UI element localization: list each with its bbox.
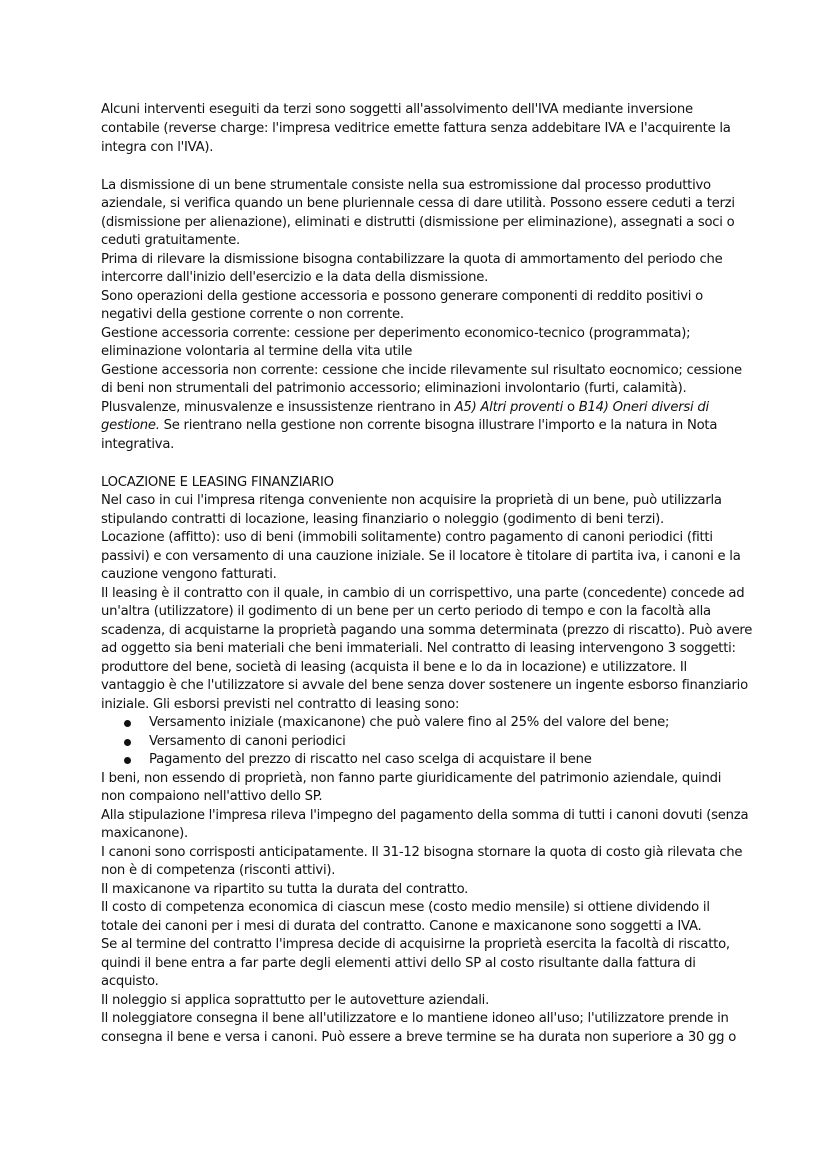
list-item: Versamento di canoni periodici <box>149 734 346 749</box>
text-line: I beni, non essendo di proprietà, non fanno parte giuridicamente del patrimonio aziendale, quindi <box>101 771 722 786</box>
text-line: Locazione (affitto): uso di beni (immobili solitamente) contro pagamento di canoni periodici (fitti <box>101 530 713 545</box>
text-line: Il leasing è il contratto con il quale, in cambio di un corrispettivo, una parte (concedente) concede ad <box>101 586 745 601</box>
text-line: integra con l'IVA). <box>101 140 214 155</box>
text-line: non compaiono nell'attivo dello SP. <box>101 789 323 804</box>
text-line: produttore del bene, società di leasing (acquista il bene e lo da in locazione) e utilizzatore. Il <box>101 660 687 675</box>
text-line: integrativa. <box>101 437 175 452</box>
text-line: di beni non strumentali del patrimonio accessorio; eliminazioni involontario (furti, calamità). <box>101 381 687 396</box>
text-line: Se al termine del contratto l'impresa decide di acquisirne la proprietà esercita la facoltà di riscatto, <box>101 937 730 952</box>
text-line: Alcuni interventi eseguiti da terzi sono soggetti all'assolvimento dell'IVA mediante inversione <box>101 102 693 117</box>
text-line: Il costo di competenza economica di ciascun mese (costo medio mensile) si ottiene dividendo il <box>101 900 710 915</box>
italic-ref-a5: A5) Altri proventi <box>454 400 564 415</box>
text-line: negativi della gestione corrente o non corrente. <box>101 307 404 322</box>
text-line: Nel caso in cui l'impresa ritenga conveniente non acquisire la proprietà di un bene, può utilizzarla <box>101 493 722 508</box>
italic-ref-b14: B14) Oneri diversi di <box>578 400 709 415</box>
text-line: Il noleggio si applica soprattutto per le autovetture aziendali. <box>101 993 490 1008</box>
text-line: passivi) e con versamento di una cauzione iniziale. Se il locatore è titolare di partita iva, i canoni e la <box>101 549 741 564</box>
text-line: ceduti gratuitamente. <box>101 233 240 248</box>
text-line: Il maxicanone va ripartito su tutta la durata del contratto. <box>101 882 469 897</box>
text-line: aziendale, si verifica quando un bene pluriennale cessa di dare utilità. Possono essere ceduti a terzi <box>101 196 735 211</box>
text-line: cauzione vengono fatturati. <box>101 567 277 582</box>
list-item: Pagamento del prezzo di riscatto nel caso scelga di acquistare il bene <box>149 752 592 767</box>
text-line: scadenza, di acquistarne la proprietà pagando una somma determinata (prezzo di riscatto). Può avere <box>101 623 753 638</box>
text-line: Il noleggiatore consegna il bene all'utilizzatore e lo mantiene idoneo all'uso; l'utilizzatore prende in <box>101 1011 729 1026</box>
italic-ref-gestione: gestione. <box>101 418 160 433</box>
text-line: quindi il bene entra a far parte degli elementi attivi dello SP al costo risultante dalla fattura di <box>101 956 696 971</box>
text-line: contabile (reverse charge: l'impresa veditrice emette fattura senza addebitare IVA e l'acquirente la <box>101 121 731 136</box>
text-line: Sono operazioni della gestione accessoria e possono generare componenti di reddito positivi o <box>101 289 703 304</box>
text-line: acquisto. <box>101 974 159 989</box>
text-line: Gestione accessoria non corrente: cessione che incide rilevamente sul risultato eocnomico; cessione <box>101 363 742 378</box>
text-line-plusvalenze <box>101 399 709 417</box>
text-line: Alla stipulazione l'impresa rileva l'impegno del pagamento della somma di tutti i canoni dovuti (senza <box>101 808 749 823</box>
text-span: Plusvalenze, minusvalenze e insussistenze rientrano in <box>101 400 455 415</box>
bullet-dot-icon <box>124 720 131 727</box>
text-line: consegna il bene e versa i canoni. Può essere a breve termine se ha durata non superiore a 30 gg o <box>101 1030 737 1045</box>
text-line: eliminazione volontaria al termine della vita utile <box>101 344 413 359</box>
text-line: vantaggio è che l'utilizzatore si avvale del bene senza dover sostenere un ingente esborso finanziario <box>101 678 748 693</box>
text-line: totale dei canoni per i mesi di durata del contratto. Canone e maxicanone sono soggetti a IVA. <box>101 919 702 934</box>
text-line: La dismissione di un bene strumentale consiste nella sua estromissione dal processo produttivo <box>101 178 711 193</box>
text-line: I canoni sono corrisposti anticipatamente. Il 31-12 bisogna stornare la quota di costo già rilevata che <box>101 845 743 860</box>
text-line: Gestione accessoria corrente: cessione per deperimento economico-tecnico (programmata); <box>101 326 691 341</box>
text-line: (dismissione per alienazione), eliminati e distrutti (dismissione per eliminazione), assegnati a soci o <box>101 215 735 230</box>
text-line: un'altra (utilizzatore) il godimento di un bene per un certo periodo di tempo e con la facoltà alla <box>101 604 711 619</box>
text-line: maxicanone). <box>101 826 188 841</box>
text-line: intercorre dall'inizio dell'esercizio e la data della dismissione. <box>101 270 489 285</box>
text-span: o <box>563 400 579 415</box>
text-line-gestione <box>101 417 717 435</box>
text-line: iniziale. Gli esborsi previsti nel contratto di leasing sono: <box>101 697 460 712</box>
bullet-dot-icon <box>124 739 131 746</box>
text-line: Prima di rilevare la dismissione bisogna contabilizzare la quota di ammortamento del periodo che <box>101 252 723 267</box>
text-span: Se rientrano nella gestione non corrente bisogna illustrare l'importo e la natura in Nota <box>159 418 718 433</box>
bullet-dot-icon <box>124 757 131 764</box>
list-item: Versamento iniziale (maxicanone) che può valere fino al 25% del valore del bene; <box>149 715 670 730</box>
text-line: stipulando contratti di locazione, leasing finanziario o noleggio (godimento di beni terzi). <box>101 512 665 527</box>
section-heading: LOCAZIONE E LEASING FINANZIARIO <box>101 475 334 490</box>
text-line: ad oggetto sia beni materiali che beni immateriali. Nel contratto di leasing intervengono 3 soggetti: <box>101 641 736 656</box>
text-line: non è di competenza (risconti attivi). <box>101 863 336 878</box>
